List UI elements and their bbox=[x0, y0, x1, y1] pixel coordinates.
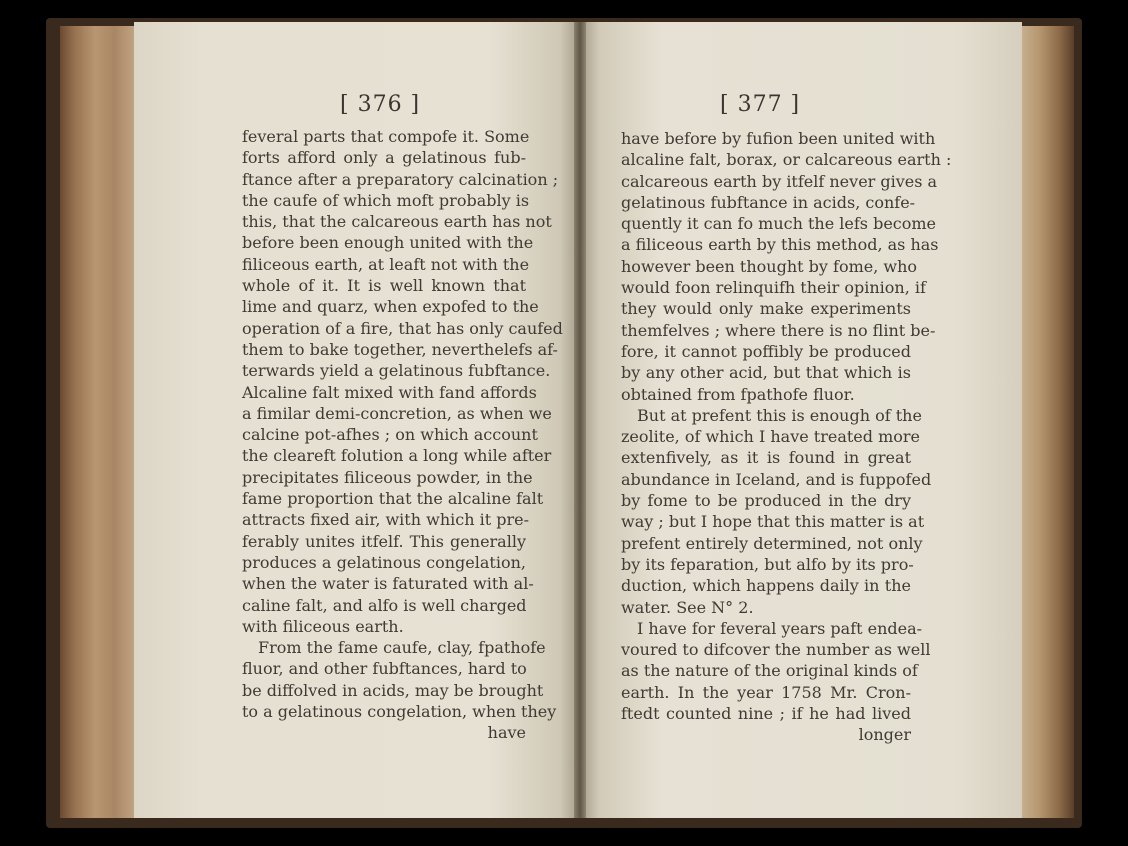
text-line: operation of a fire, that has only caufed bbox=[242, 318, 563, 338]
text-line: water. See N° 2. bbox=[621, 597, 754, 617]
right-page-text bbox=[621, 128, 952, 746]
text-line: terwards yield a gelatinous fubftance. bbox=[242, 361, 551, 381]
text-line: abundance in Iceland, and is fuppofed bbox=[621, 469, 932, 489]
text-line: a filiceous earth by this method, as has bbox=[621, 235, 939, 255]
right-page-number: [ 377 ] bbox=[720, 92, 801, 117]
text-line: fame proportion that the alcaline falt bbox=[242, 489, 544, 509]
catchword: have bbox=[487, 723, 526, 743]
text-line: precipitates filiceous powder, in the bbox=[242, 467, 533, 487]
left-page-number: [ 376 ] bbox=[340, 92, 421, 117]
text-line: earth. In the year 1758 Mr. Cron- bbox=[621, 682, 911, 702]
text-line: alcaline falt, borax, or calcareous earth : bbox=[621, 150, 952, 170]
text-line: lime and quarz, when expofed to the bbox=[242, 297, 539, 317]
text-line: however been thought by fome, who bbox=[621, 256, 918, 276]
text-line: calcareous earth by itfelf never gives a bbox=[621, 171, 938, 191]
text-line: be diffolved in acids, may be brought bbox=[242, 680, 544, 700]
text-line: when the water is faturated with al- bbox=[242, 574, 534, 594]
right-page-edges bbox=[1016, 26, 1074, 818]
text-line: a fimilar demi-concretion, as when we bbox=[242, 403, 552, 423]
text-line: would foon relinquifh their opinion, if bbox=[621, 278, 926, 298]
text-line: have before by fufion been united with bbox=[621, 129, 936, 148]
text-line: gelatinous fubftance in acids, confe- bbox=[621, 192, 916, 212]
left-page-text bbox=[242, 126, 563, 744]
text-line: by its feparation, but alfo by its pro- bbox=[621, 554, 914, 574]
text-line: to a gelatinous congelation, when they bbox=[242, 702, 557, 722]
text-line: forts afford only a gelatinous fub- bbox=[242, 148, 526, 168]
text-line: they would only make experiments bbox=[621, 299, 911, 319]
text-line: Alcaline falt mixed with fand affords bbox=[242, 382, 537, 402]
text-line: feveral parts that compofe it. Some bbox=[242, 127, 530, 146]
text-line: attracts fixed air, with which it pre- bbox=[242, 510, 529, 530]
text-line: fore, it cannot poffibly be produced bbox=[621, 341, 911, 361]
text-line: themfelves ; where there is no flint be- bbox=[621, 320, 936, 340]
text-line: as the nature of the original kinds of bbox=[621, 661, 918, 681]
text-line: this, that the calcareous earth has not bbox=[242, 212, 552, 232]
text-line: zeolite, of which I have treated more bbox=[621, 427, 921, 447]
text-line: quently it can fo much the lefs become bbox=[621, 214, 937, 234]
text-line: ftedt counted nine ; if he had lived bbox=[621, 704, 911, 724]
text-line: produces a gelatinous congelation, bbox=[242, 552, 526, 572]
text-line: way ; but I hope that this matter is at bbox=[621, 512, 925, 532]
text-line: fluor, and other fubftances, hard to bbox=[242, 659, 527, 679]
text-line: them to bake together, neverthelefs af- bbox=[242, 339, 558, 359]
text-line: calcine pot-afhes ; on which account bbox=[242, 425, 538, 445]
text-line: ferably unites itfelf. This generally bbox=[242, 531, 526, 551]
text-line: From the fame caufe, clay, fpathofe bbox=[258, 638, 546, 658]
text-line: But at prefent this is enough of the bbox=[637, 405, 922, 425]
text-line: by fome to be produced in the dry bbox=[621, 491, 911, 511]
text-line: I have for feveral years paft endea- bbox=[637, 618, 923, 638]
text-line: voured to difcover the number as well bbox=[621, 640, 931, 660]
text-line: extenfively, as it is found in great bbox=[621, 448, 911, 468]
text-line: caline falt, and alfo is well charged bbox=[242, 595, 527, 615]
text-line: the caufe of which moft probably is bbox=[242, 190, 530, 210]
book-gutter bbox=[574, 22, 586, 818]
text-line: the cleareft folution a long while after bbox=[242, 446, 552, 466]
catchword: longer bbox=[858, 725, 911, 745]
text-line: obtained from fpathofe fluor. bbox=[621, 384, 855, 404]
text-line: prefent entirely determined, not only bbox=[621, 533, 923, 553]
text-line: with filiceous earth. bbox=[242, 616, 404, 636]
text-line: duction, which happens daily in the bbox=[621, 576, 911, 596]
text-line: ftance after a preparatory calcination ; bbox=[242, 169, 559, 189]
text-line: whole of it. It is well known that bbox=[242, 276, 526, 296]
left-page-edges bbox=[60, 26, 138, 818]
text-line: before been enough united with the bbox=[242, 233, 534, 253]
text-line: filiceous earth, at leaft not with the bbox=[242, 254, 530, 274]
text-line: by any other acid, but that which is bbox=[621, 363, 911, 383]
